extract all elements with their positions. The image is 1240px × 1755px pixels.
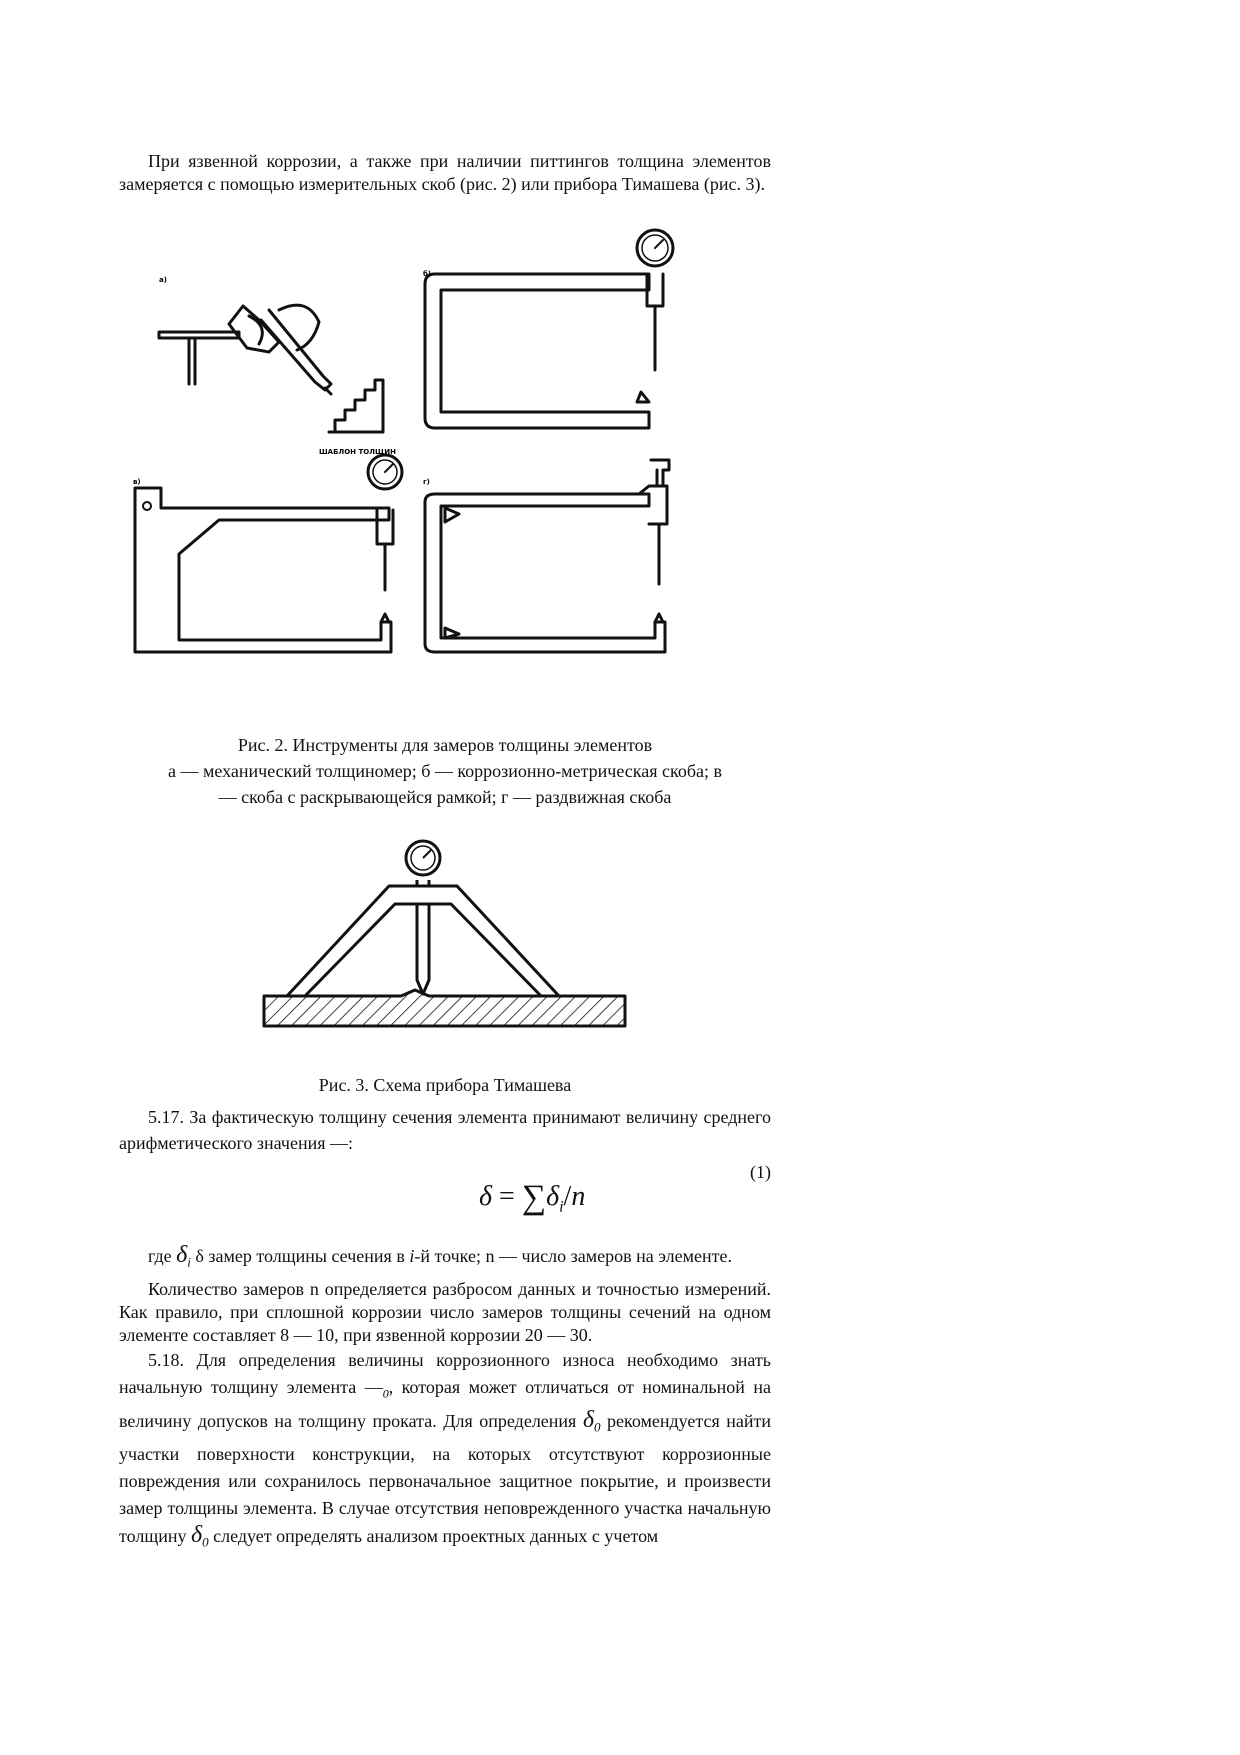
figure-2-caption-line2: а — механический толщиномер; б — коррозионно-метрическая скоба; в: [168, 761, 722, 781]
figure-2-label-g: г): [423, 478, 430, 486]
figure-2-label-b: б): [423, 270, 432, 278]
document-page: [119, 150, 771, 1555]
where-paragraph: где $\delta_i$ δ замер толщины сечения в i-й точке; n — число замеров на элементе.: [148, 1242, 732, 1270]
sliding-clamp-drawing: [425, 460, 669, 652]
formula-1: [119, 1156, 771, 1220]
opening-frame-clamp-drawing: [135, 455, 402, 652]
figure-2-instruments: [119, 224, 771, 684]
figure-2-caption-title: Рис. 2. Инструменты для замеров толщины элементов: [237, 735, 653, 755]
mean-thickness-formula: $\delta = \sum\delta_i/n$: [479, 1179, 586, 1216]
figure-2-caption-line3: — скоба с раскрывающейся рамкой; г — раздвижная скоба: [218, 787, 672, 807]
section-5-17-paragraph: 5.17. За фактическую толщину сечения элемента принимают величину среднего арифметического значения —:: [119, 1107, 771, 1153]
figure-2-label-a: а): [159, 276, 167, 284]
figure-2-label-v: в): [133, 478, 141, 486]
intro-paragraph: При язвенной коррозии, а также при наличии питтингов толщина элементов замеряется с помощью измерительных скоб (рис. 2) или прибора Тимашева (рис. 3).: [119, 151, 771, 194]
corrosion-clamp-drawing: [425, 230, 673, 428]
count-paragraph: Количество замеров n определяется разбросом данных и точностью измерений. Как правило, при сплошной коррозии число замеров толщины сечений на одном элементе составляет 8 — 10, при язвенной коррозии 20 — 30.: [119, 1278, 771, 1345]
figure-3-caption: Рис. 3. Схема прибора Тимашева: [318, 1075, 572, 1095]
thickness-template-drawing: [329, 380, 383, 432]
figure-3-timashev-device: [119, 830, 771, 1040]
mechanical-gauge-drawing: [159, 305, 331, 394]
formula-number: (1): [750, 1162, 771, 1182]
thickness-template-label: ШАБЛОН ТОЛЩИН: [319, 448, 396, 456]
section-5-18-paragraph: 5.18. Для определения величины коррозионного износа необходимо знать начальную толщину элемента $—_0$, которая может отличаться от номинальной на величину допусков на толщину проката. Для определения $\delta_0$ рекомендуется найти участки поверхности конструкции, на которых отсутствуют коррозионные повреждения или сохранилось первоначальное защитное покрытие, и произвести замер толщины элемента. В случае отсутствия неповрежденного участка начальную толщину $\delta_0$ следует определять анализом проектных данных с учетом: [119, 1349, 772, 1550]
